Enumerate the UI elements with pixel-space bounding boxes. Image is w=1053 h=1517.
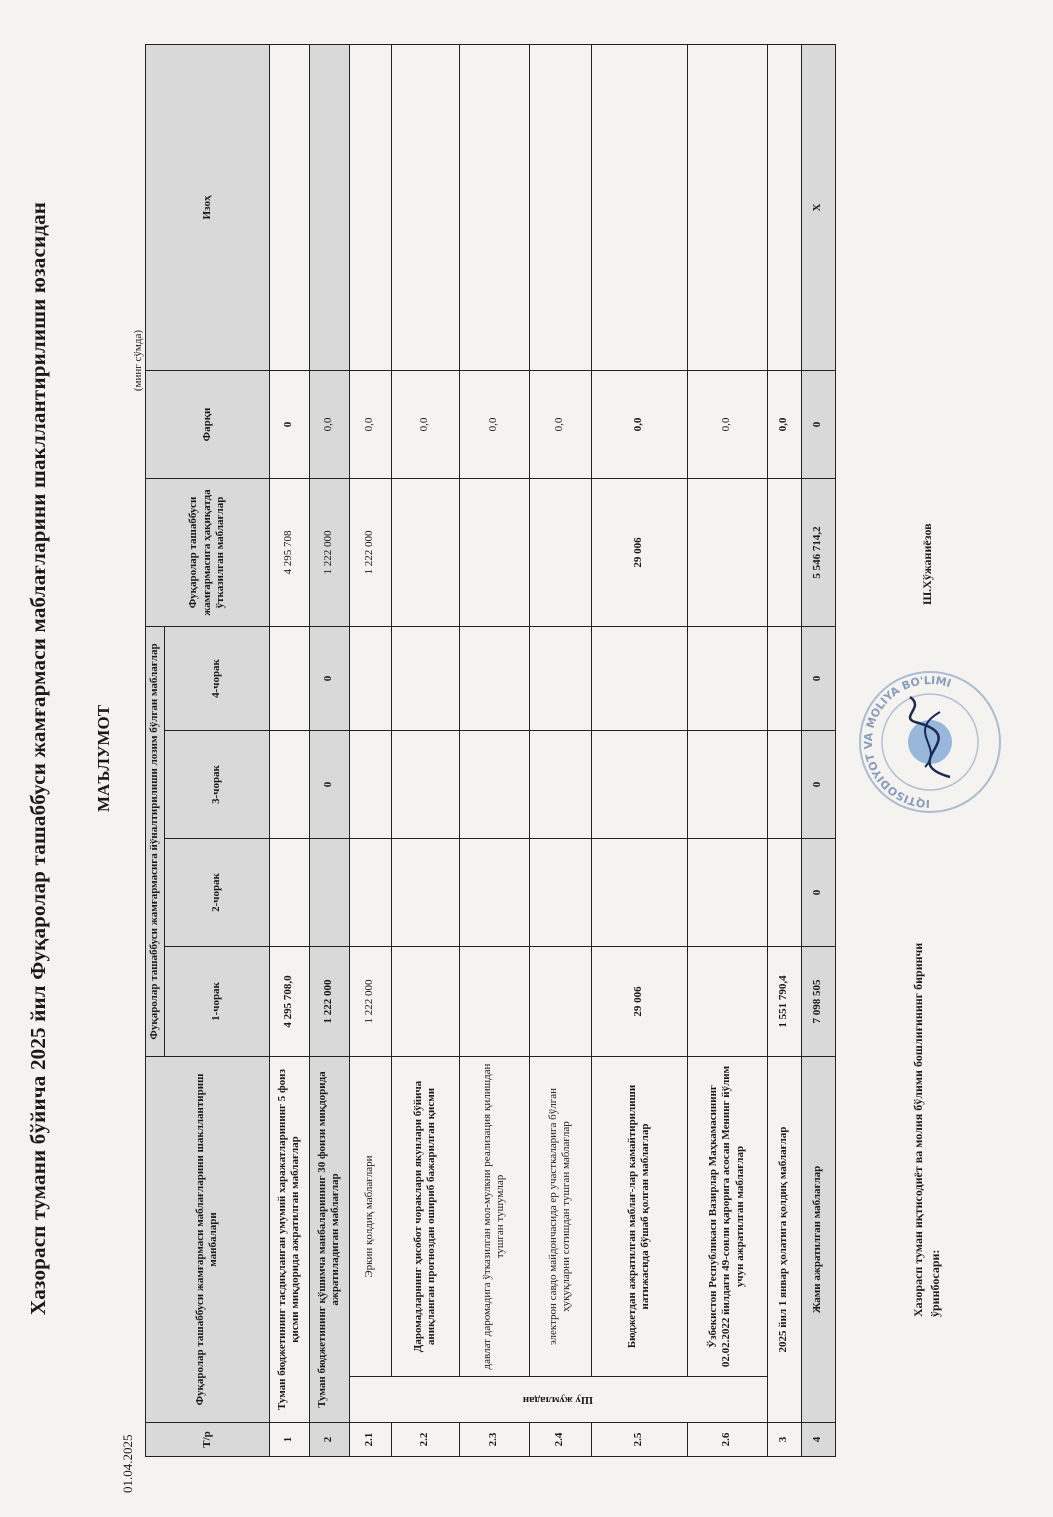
row-source: электрон савдо майдончасида ер участкаларига бўлган ҳуқуқларни сотишдан тушган маблағлар <box>529 1057 591 1377</box>
document-title: Хазорасп тумани бўйича 2025 йил Фуқаролар ташаббуси жамғармаси маблағларини шакллантирилиши юзасидан <box>26 201 50 1316</box>
row-actual: 1 222 000 <box>309 479 349 627</box>
row-diff: 0,0 <box>391 371 459 479</box>
row-diff: 0,0 <box>349 371 391 479</box>
row-actual: 5 546 714,2 <box>801 479 835 627</box>
table-row <box>801 45 835 1457</box>
row-actual <box>529 479 591 627</box>
row-note: Х <box>801 45 835 371</box>
table-row <box>529 45 591 1457</box>
row-q3 <box>459 731 529 839</box>
row-source: Жами ажратилган маблағлар <box>801 1057 835 1423</box>
row-source: давлат даромадига ўтказилган мол-мулкни реализация қилишдан тушган тушумлар <box>459 1057 529 1377</box>
row-q3 <box>687 731 767 839</box>
row-q1: 4 295 708,0 <box>269 947 309 1057</box>
row-diff: 0,0 <box>767 371 801 479</box>
row-q2 <box>459 839 529 947</box>
signatory-position <box>910 943 944 1317</box>
row-actual <box>459 479 529 627</box>
header-actual: Фуқаролар ташаббуси жамғармасига ҳақиқатда ўтказилган маблағлар <box>146 479 270 627</box>
row-diff: 0 <box>801 371 835 479</box>
document-subtitle: МАЪЛУМОТ <box>94 704 113 813</box>
group-label: Шу жумладан <box>349 1377 767 1423</box>
row-num: 2.5 <box>591 1423 687 1457</box>
row-diff: 0,0 <box>529 371 591 479</box>
row-q1: 1 551 790,4 <box>767 947 801 1057</box>
table-row <box>459 45 529 1457</box>
row-q2 <box>391 839 459 947</box>
row-q2 <box>349 839 391 947</box>
row-note <box>349 45 391 371</box>
row-source: Ўзбекистон Республикаси Вазирлар Маҳкамасининг 02.02.2022 йилдаги 49-сонли қарорига асосан Менинг йўлим учун ажратилган маблағлар <box>687 1057 767 1377</box>
row-note <box>687 45 767 371</box>
row-q2 <box>269 839 309 947</box>
header-q3: 3-чорак <box>164 731 269 839</box>
stamp-text: IQTISODIYOT VA MOLIYA BO'LIMI <box>861 673 953 811</box>
header-group: Фуқаролар ташаббуси жамғармасига йўналтирилиши лозим бўлган маблағлар <box>146 627 165 1057</box>
row-note <box>591 45 687 371</box>
row-q1 <box>391 947 459 1057</box>
signatory-position-line1: Хазорасп туман иқтисодиёт ва молия бўлими бошлиғининг биринчи <box>911 942 925 1317</box>
row-note <box>529 45 591 371</box>
row-q3 <box>767 731 801 839</box>
document-date: 01.04.2025 <box>120 1434 135 1493</box>
row-num: 2.3 <box>459 1423 529 1457</box>
header-note: Изоҳ <box>146 45 270 371</box>
row-note <box>767 45 801 371</box>
header-q1: 1-чорак <box>164 947 269 1057</box>
row-q2 <box>687 839 767 947</box>
row-source: Даромадларнинг ҳисобот чораклари якунлари бўйича аниқланган прогноздан ошириб бажарилган қисми <box>391 1057 459 1377</box>
signer-name: Ш.Хўжаниёзов <box>920 523 934 605</box>
row-q1 <box>687 947 767 1057</box>
row-source: Эркин қолдиқ маблағлари <box>349 1057 391 1377</box>
row-q4 <box>687 627 767 731</box>
table-row <box>269 45 309 1457</box>
row-q1 <box>529 947 591 1057</box>
row-source: Туман бюджетининг қўшимча манбаларининг 30 фоизи миқдорида ажратиладиган маблағлар <box>309 1057 349 1423</box>
row-actual <box>687 479 767 627</box>
row-diff: 0,0 <box>309 371 349 479</box>
row-num: 2 <box>309 1423 349 1457</box>
row-diff: 0,0 <box>687 371 767 479</box>
row-q4 <box>391 627 459 731</box>
row-q1 <box>459 947 529 1057</box>
row-q1: 1 222 000 <box>309 947 349 1057</box>
table-row <box>591 45 687 1457</box>
header-q2: 2-чорак <box>164 839 269 947</box>
row-q3: 0 <box>309 731 349 839</box>
row-q1: 1 222 000 <box>349 947 391 1057</box>
row-num: 3 <box>767 1423 801 1457</box>
header-num: Т/р <box>146 1423 270 1457</box>
row-q4 <box>349 627 391 731</box>
row-note <box>391 45 459 371</box>
row-note <box>309 45 349 371</box>
row-source: 2025 йил 1 январ ҳолатига қолдиқ маблағлар <box>767 1057 801 1423</box>
row-q2: 0 <box>801 839 835 947</box>
header-diff: Фарқи <box>146 371 270 479</box>
row-q4 <box>591 627 687 731</box>
row-q2 <box>767 839 801 947</box>
row-actual: 4 295 708 <box>269 479 309 627</box>
row-q4 <box>459 627 529 731</box>
row-q2 <box>529 839 591 947</box>
row-actual <box>767 479 801 627</box>
row-num: 2.4 <box>529 1423 591 1457</box>
row-note <box>459 45 529 371</box>
row-actual: 1 222 000 <box>349 479 391 627</box>
header-source: Фуқаролар ташаббуси жамғармаси маблағларини шакллантириш манбалари <box>146 1057 270 1423</box>
row-num: 4 <box>801 1423 835 1457</box>
row-num: 1 <box>269 1423 309 1457</box>
table-row <box>349 45 391 1457</box>
row-source: Бюджетдан ажратилган маблағ-лар камайтирилиши натижасида бўшаб қолган маблағлар <box>591 1057 687 1377</box>
row-q4: 0 <box>309 627 349 731</box>
table-row <box>309 45 349 1457</box>
unit-label: (минг сўмда) <box>132 330 144 392</box>
row-q3 <box>529 731 591 839</box>
row-actual: 29 006 <box>591 479 687 627</box>
row-q4: 0 <box>801 627 835 731</box>
row-source: Туман бюджетининг тасдиқланган умумий харажатларининг 5 фоиз қисми миқдорида ажратилган маблағлар <box>269 1057 309 1423</box>
row-actual <box>391 479 459 627</box>
row-num: 2.6 <box>687 1423 767 1457</box>
row-q3 <box>591 731 687 839</box>
row-q2 <box>591 839 687 947</box>
row-q4 <box>529 627 591 731</box>
row-diff: 0,0 <box>591 371 687 479</box>
row-diff: 0,0 <box>459 371 529 479</box>
row-q2 <box>309 839 349 947</box>
row-note <box>269 45 309 371</box>
row-q3 <box>269 731 309 839</box>
funding-table <box>145 44 836 1457</box>
table-row <box>391 45 459 1457</box>
row-q3: 0 <box>801 731 835 839</box>
row-diff: 0 <box>269 371 309 479</box>
row-q4 <box>767 627 801 731</box>
row-num: 2.1 <box>349 1423 391 1457</box>
row-q1: 7 098 505 <box>801 947 835 1057</box>
table-row <box>767 45 801 1457</box>
official-stamp <box>855 667 1005 817</box>
row-q4 <box>269 627 309 731</box>
table-row <box>687 45 767 1457</box>
signatory-position-line2: ўринбосари: <box>927 1249 942 1317</box>
row-q3 <box>349 731 391 839</box>
row-num: 2.2 <box>391 1423 459 1457</box>
header-q4: 4-чорак <box>164 627 269 731</box>
row-q1: 29 006 <box>591 947 687 1057</box>
row-q3 <box>391 731 459 839</box>
